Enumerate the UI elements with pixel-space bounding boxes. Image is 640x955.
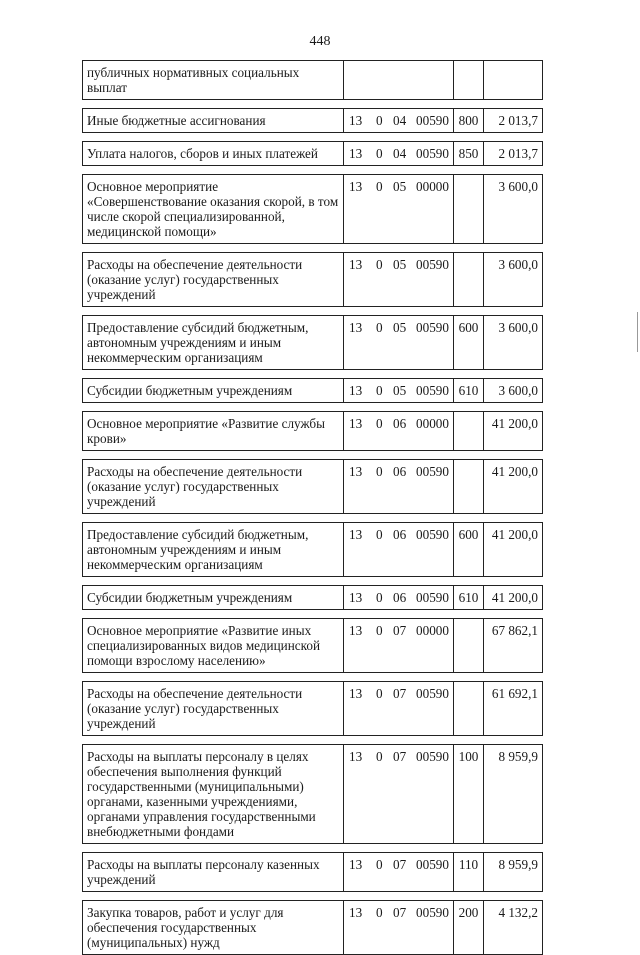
row-name: Субсидии бюджетным учреждениям [83, 586, 344, 610]
row-gap-cell [83, 844, 543, 853]
row-name: Предоставление субсидий бюджетным, автономным учреждениям и иным некоммерческим организациям [83, 523, 344, 577]
code-c2: 0 [376, 146, 383, 161]
row-codes [344, 109, 454, 133]
code-c4: 00000 [416, 623, 449, 638]
table-row [83, 109, 543, 133]
row-amount: 41 200,0 [484, 586, 543, 610]
row-codes [344, 853, 454, 892]
row-gap-cell [83, 892, 543, 901]
code-c2: 0 [376, 857, 383, 872]
table-row [83, 619, 543, 673]
row-gap [83, 307, 543, 316]
row-gap [83, 844, 543, 853]
row-name: Субсидии бюджетным учреждениям [83, 379, 344, 403]
row-expense-type: 100 [454, 745, 484, 844]
code-c2: 0 [376, 590, 383, 605]
row-expense-type [454, 619, 484, 673]
row-expense-type: 600 [454, 316, 484, 370]
row-amount: 41 200,0 [484, 523, 543, 577]
row-gap-cell [83, 610, 543, 619]
row-expense-type [454, 253, 484, 307]
row-gap [83, 892, 543, 901]
code-c3: 06 [393, 416, 407, 431]
row-name: Основное мероприятие «Развитие иных специализированных видов медицинской помощи взрослому населению» [83, 619, 344, 673]
code-c2: 0 [376, 686, 383, 701]
code-c3: 07 [393, 623, 407, 638]
row-expense-type [454, 61, 484, 100]
code-c2: 0 [376, 383, 383, 398]
row-gap-cell [83, 100, 543, 109]
row-name: Расходы на обеспечение деятельности (оказание услуг) государственных учреждений [83, 460, 344, 514]
code-c3: 06 [393, 590, 407, 605]
row-name: Основное мероприятие «Развитие службы крови» [83, 412, 344, 451]
table-row [83, 61, 543, 100]
code-c4: 00590 [416, 749, 449, 764]
budget-table [82, 60, 543, 955]
code-c3: 05 [393, 179, 407, 194]
row-amount: 67 862,1 [484, 619, 543, 673]
row-gap [83, 244, 543, 253]
row-name: Закупка товаров, работ и услуг для обеспечения государственных (муниципальных) нужд [83, 901, 344, 955]
row-gap-cell [83, 133, 543, 142]
row-amount: 3 600,0 [484, 253, 543, 307]
code-c4: 00590 [416, 857, 449, 872]
code-c2: 0 [376, 464, 383, 479]
code-c4: 00590 [416, 113, 449, 128]
row-gap-cell [83, 370, 543, 379]
row-expense-type: 200 [454, 901, 484, 955]
code-c4: 00000 [416, 179, 449, 194]
code-c4: 00590 [416, 257, 449, 272]
code-c3: 07 [393, 905, 407, 920]
row-expense-type: 850 [454, 142, 484, 166]
page-number: 448 [309, 34, 331, 49]
row-amount: 3 600,0 [484, 175, 543, 244]
code-c1: 13 [349, 590, 363, 605]
row-gap [83, 133, 543, 142]
row-gap-cell [83, 403, 543, 412]
code-c4: 00590 [416, 590, 449, 605]
row-expense-type: 800 [454, 109, 484, 133]
row-expense-type [454, 412, 484, 451]
row-expense-type [454, 460, 484, 514]
code-c1: 13 [349, 179, 363, 194]
row-gap [83, 451, 543, 460]
code-c2: 0 [376, 905, 383, 920]
row-gap-cell [83, 307, 543, 316]
row-gap [83, 100, 543, 109]
code-c2: 0 [376, 749, 383, 764]
table-row [83, 586, 543, 610]
code-c2: 0 [376, 416, 383, 431]
row-codes [344, 901, 454, 955]
table-row [83, 853, 543, 892]
code-c1: 13 [349, 320, 363, 335]
row-amount: 41 200,0 [484, 412, 543, 451]
code-c3: 04 [393, 146, 407, 161]
row-gap [83, 370, 543, 379]
row-amount: 61 692,1 [484, 682, 543, 736]
code-c1: 13 [349, 749, 363, 764]
row-codes [344, 745, 454, 844]
row-amount: 8 959,9 [484, 853, 543, 892]
code-c1: 13 [349, 464, 363, 479]
row-codes [344, 379, 454, 403]
code-c3: 06 [393, 527, 407, 542]
code-c2: 0 [376, 257, 383, 272]
row-name: публичных нормативных социальных выплат [83, 61, 344, 100]
row-amount [484, 61, 543, 100]
code-c3: 06 [393, 464, 407, 479]
row-codes [344, 460, 454, 514]
table-row [83, 901, 543, 955]
code-c2: 0 [376, 320, 383, 335]
row-gap-cell [83, 244, 543, 253]
row-codes [344, 253, 454, 307]
row-codes [344, 682, 454, 736]
row-codes [344, 619, 454, 673]
code-c4: 00590 [416, 383, 449, 398]
table-row [83, 460, 543, 514]
row-codes [344, 523, 454, 577]
row-expense-type: 600 [454, 523, 484, 577]
row-gap [83, 673, 543, 682]
code-c1: 13 [349, 146, 363, 161]
table-row [83, 682, 543, 736]
row-name: Расходы на обеспечение деятельности (оказание услуг) государственных учреждений [83, 253, 344, 307]
code-c1: 13 [349, 686, 363, 701]
code-c2: 0 [376, 527, 383, 542]
code-c2: 0 [376, 113, 383, 128]
code-c4: 00590 [416, 146, 449, 161]
row-gap-cell [83, 451, 543, 460]
row-expense-type: 110 [454, 853, 484, 892]
code-c1: 13 [349, 527, 363, 542]
code-c4: 00590 [416, 464, 449, 479]
row-gap [83, 736, 543, 745]
row-gap [83, 610, 543, 619]
row-name: Уплата налогов, сборов и иных платежей [83, 142, 344, 166]
row-codes [344, 412, 454, 451]
row-gap [83, 514, 543, 523]
row-name: Расходы на выплаты персоналу казенных учреждений [83, 853, 344, 892]
code-c4: 00000 [416, 416, 449, 431]
row-amount: 3 600,0 [484, 379, 543, 403]
row-codes [344, 316, 454, 370]
code-c1: 13 [349, 857, 363, 872]
code-c2: 0 [376, 179, 383, 194]
row-amount: 3 600,0 [484, 316, 543, 370]
table-row [83, 523, 543, 577]
row-codes [344, 586, 454, 610]
table-row [83, 412, 543, 451]
row-gap [83, 403, 543, 412]
row-expense-type: 610 [454, 379, 484, 403]
row-codes [344, 175, 454, 244]
code-c3: 05 [393, 320, 407, 335]
row-gap-cell [83, 166, 543, 175]
code-c4: 00590 [416, 686, 449, 701]
row-amount: 8 959,9 [484, 745, 543, 844]
row-codes [344, 61, 454, 100]
table-row [83, 316, 543, 370]
code-c3: 07 [393, 857, 407, 872]
row-codes [344, 142, 454, 166]
row-name: Расходы на обеспечение деятельности (оказание услуг) государственных учреждений [83, 682, 344, 736]
row-name: Расходы на выплаты персоналу в целях обеспечения выполнения функций государственными (муниципальными) органами, казенными учреждениями, органами управления государственными внебюджетными фондами [83, 745, 344, 844]
row-amount: 2 013,7 [484, 109, 543, 133]
row-amount: 2 013,7 [484, 142, 543, 166]
table-row [83, 253, 543, 307]
code-c4: 00590 [416, 527, 449, 542]
row-name: Иные бюджетные ассигнования [83, 109, 344, 133]
code-c3: 07 [393, 749, 407, 764]
row-expense-type [454, 682, 484, 736]
row-gap-cell [83, 514, 543, 523]
code-c3: 07 [393, 686, 407, 701]
row-gap-cell [83, 673, 543, 682]
row-expense-type: 610 [454, 586, 484, 610]
row-amount: 4 132,2 [484, 901, 543, 955]
budget-table-body [83, 61, 543, 955]
row-name: Основное мероприятие «Совершенствование оказания скорой, в том числе скорой специализированной, медицинской помощи» [83, 175, 344, 244]
table-row [83, 142, 543, 166]
table-row [83, 745, 543, 844]
code-c3: 04 [393, 113, 407, 128]
code-c1: 13 [349, 623, 363, 638]
row-amount: 41 200,0 [484, 460, 543, 514]
row-gap [83, 577, 543, 586]
code-c1: 13 [349, 113, 363, 128]
code-c1: 13 [349, 905, 363, 920]
row-expense-type [454, 175, 484, 244]
code-c1: 13 [349, 416, 363, 431]
table-row [83, 175, 543, 244]
row-gap [83, 166, 543, 175]
scan-edge-mark [637, 312, 638, 352]
code-c2: 0 [376, 623, 383, 638]
code-c4: 00590 [416, 905, 449, 920]
table-row [83, 379, 543, 403]
row-gap-cell [83, 736, 543, 745]
row-gap-cell [83, 577, 543, 586]
code-c1: 13 [349, 257, 363, 272]
code-c1: 13 [349, 383, 363, 398]
code-c3: 05 [393, 257, 407, 272]
row-name: Предоставление субсидий бюджетным, автономным учреждениям и иным некоммерческим организациям [83, 316, 344, 370]
code-c3: 05 [393, 383, 407, 398]
code-c4: 00590 [416, 320, 449, 335]
